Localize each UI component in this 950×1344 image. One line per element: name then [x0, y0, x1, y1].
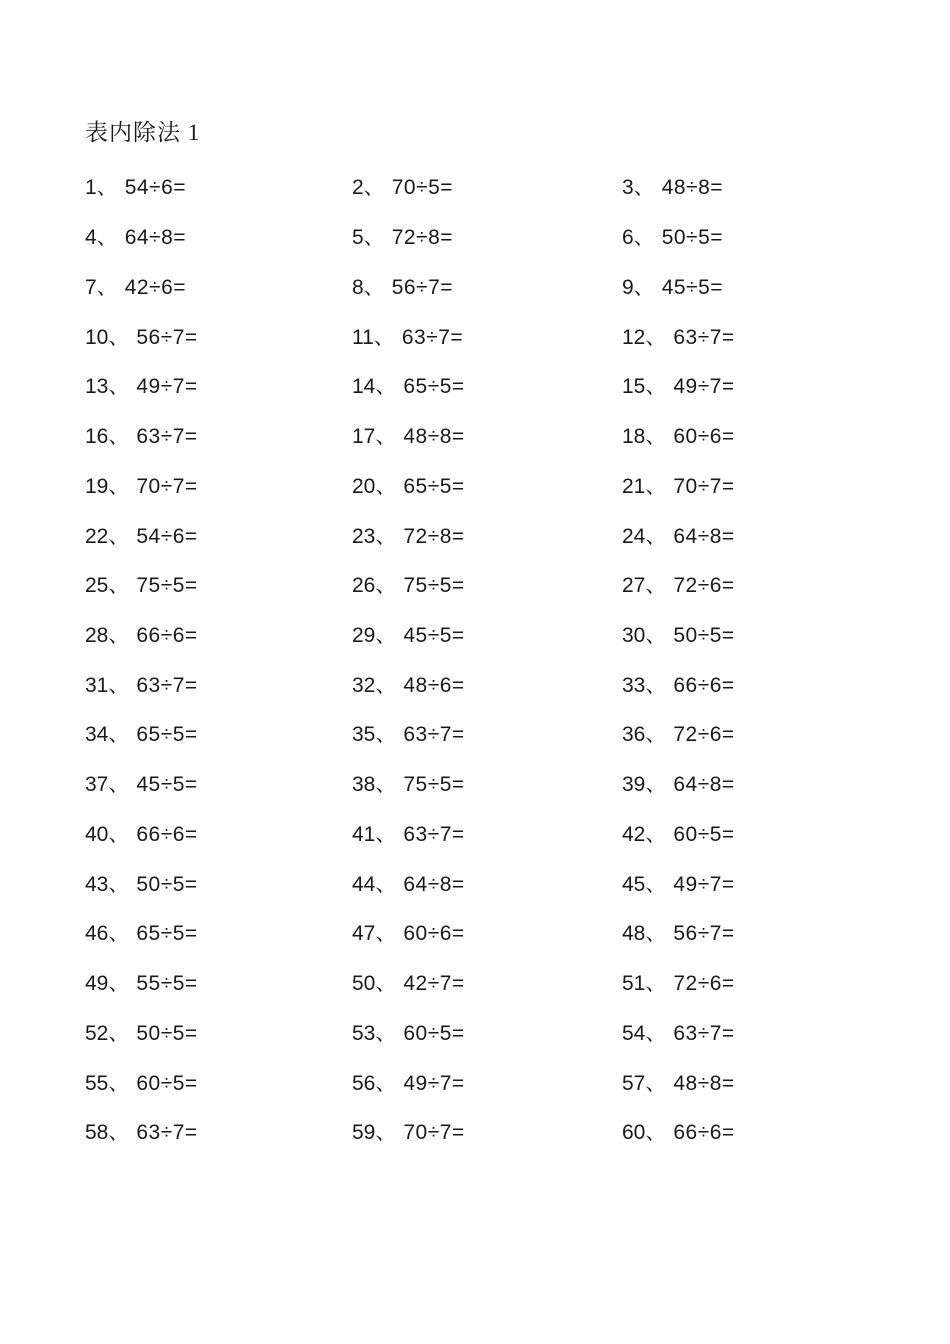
problem-number: 38、 — [352, 773, 397, 797]
problem-expression: 65÷5= — [403, 474, 465, 498]
problem-number: 50、 — [352, 972, 397, 996]
problem-number: 6、 — [622, 226, 655, 250]
problem-item — [622, 859, 910, 909]
problem-expression: 60÷5= — [403, 1021, 465, 1045]
problem-item — [85, 412, 352, 462]
problem-item — [622, 1108, 910, 1158]
problem-item — [352, 511, 622, 561]
problem-item — [85, 163, 352, 213]
problem-number: 29、 — [352, 623, 397, 647]
problem-number: 5、 — [352, 226, 385, 250]
problem-number: 36、 — [622, 723, 667, 747]
problem-item — [622, 362, 910, 412]
problem-expression: 48÷6= — [403, 673, 465, 697]
problem-item — [85, 710, 352, 760]
problem-expression: 60÷6= — [403, 922, 465, 946]
problem-expression: 66÷6= — [673, 673, 735, 697]
problem-number: 55、 — [85, 1071, 130, 1095]
problem-expression: 42÷7= — [403, 972, 465, 996]
problem-expression: 56÷7= — [391, 275, 454, 299]
problem-item — [352, 561, 622, 611]
problem-expression: 49÷7= — [136, 375, 198, 399]
problem-item — [622, 909, 910, 959]
problem-expression: 60÷5= — [673, 822, 735, 846]
problem-item — [352, 859, 622, 909]
problem-expression: 72÷6= — [673, 972, 735, 996]
problem-item — [352, 461, 622, 511]
problem-number: 45、 — [622, 872, 667, 896]
problem-number: 49、 — [85, 972, 130, 996]
problem-number: 32、 — [352, 673, 397, 697]
problem-expression: 72÷8= — [403, 524, 465, 548]
problem-item — [85, 511, 352, 561]
problem-number: 2、 — [352, 176, 385, 200]
problem-number: 41、 — [352, 822, 397, 846]
problem-item — [85, 461, 352, 511]
problem-item — [352, 760, 622, 810]
problem-item — [352, 1108, 622, 1158]
problem-number: 15、 — [622, 375, 667, 399]
problem-expression: 49÷7= — [673, 872, 735, 896]
problem-item — [622, 760, 910, 810]
problem-item — [352, 611, 622, 661]
problem-item — [352, 959, 622, 1009]
problem-item — [85, 909, 352, 959]
problem-number: 48、 — [622, 922, 667, 946]
problem-expression: 70÷7= — [673, 474, 735, 498]
problem-item — [622, 461, 910, 511]
problem-number: 39、 — [622, 773, 667, 797]
problem-item — [622, 1058, 910, 1108]
problem-expression: 63÷7= — [136, 1121, 198, 1145]
problem-number: 12、 — [622, 325, 667, 349]
problem-number: 22、 — [85, 524, 130, 548]
problem-expression: 64÷8= — [403, 872, 465, 896]
problem-number: 44、 — [352, 872, 397, 896]
problem-number: 37、 — [85, 773, 130, 797]
problem-expression: 54÷6= — [136, 524, 198, 548]
problem-expression: 63÷7= — [403, 723, 465, 747]
problem-expression: 70÷7= — [136, 474, 198, 498]
problem-number: 8、 — [352, 275, 385, 299]
problem-expression: 75÷5= — [136, 574, 198, 598]
problem-number: 16、 — [85, 425, 130, 449]
problem-item — [622, 660, 910, 710]
problem-item — [85, 611, 352, 661]
problem-number: 18、 — [622, 425, 667, 449]
problem-number: 7、 — [85, 275, 118, 299]
problem-item — [85, 1008, 352, 1058]
problem-expression: 65÷5= — [403, 375, 465, 399]
problem-number: 58、 — [85, 1121, 130, 1145]
problem-expression: 70÷5= — [391, 176, 454, 200]
problem-expression: 49÷7= — [673, 375, 735, 399]
problem-item — [85, 362, 352, 412]
problem-expression: 63÷7= — [673, 325, 735, 349]
problem-item — [85, 1108, 352, 1158]
problem-item — [352, 710, 622, 760]
problem-number: 31、 — [85, 673, 130, 697]
problem-number: 13、 — [85, 375, 130, 399]
problem-number: 4、 — [85, 226, 118, 250]
problem-expression: 56÷7= — [136, 325, 198, 349]
problem-item — [352, 1008, 622, 1058]
problem-expression: 75÷5= — [403, 574, 465, 598]
problem-item — [622, 1008, 910, 1058]
problem-number: 9、 — [622, 275, 655, 299]
problem-expression: 66÷6= — [673, 1121, 735, 1145]
problem-item — [352, 1058, 622, 1108]
problem-expression: 65÷5= — [136, 922, 198, 946]
problem-expression: 50÷5= — [673, 623, 735, 647]
problem-item — [352, 660, 622, 710]
problem-expression: 66÷6= — [136, 623, 198, 647]
problem-expression: 63÷7= — [401, 325, 464, 349]
problem-number: 46、 — [85, 922, 130, 946]
problem-number: 43、 — [85, 872, 130, 896]
problem-item — [85, 1058, 352, 1108]
problem-number: 1、 — [85, 176, 118, 200]
problem-expression: 63÷7= — [136, 425, 198, 449]
problem-expression: 48÷8= — [403, 425, 465, 449]
problem-item — [85, 859, 352, 909]
problem-number: 25、 — [85, 574, 130, 598]
problem-expression: 72÷8= — [391, 226, 454, 250]
problem-expression: 50÷5= — [136, 1021, 198, 1045]
problem-expression: 45÷5= — [661, 275, 724, 299]
problem-item — [352, 810, 622, 860]
problem-number: 59、 — [352, 1121, 397, 1145]
problem-number: 53、 — [352, 1021, 397, 1045]
problem-expression: 64÷8= — [673, 773, 735, 797]
problem-number: 17、 — [352, 425, 397, 449]
problem-number: 51、 — [622, 972, 667, 996]
problem-item — [352, 312, 622, 362]
problem-expression: 56÷7= — [673, 922, 735, 946]
problem-number: 20、 — [352, 474, 397, 498]
problem-item — [85, 561, 352, 611]
problems-grid — [85, 163, 910, 1158]
problem-item — [622, 810, 910, 860]
problem-expression: 45÷5= — [136, 773, 198, 797]
problem-item — [352, 362, 622, 412]
problem-item — [85, 213, 352, 263]
problem-number: 30、 — [622, 623, 667, 647]
problem-number: 54、 — [622, 1021, 667, 1045]
problem-expression: 64÷8= — [673, 524, 735, 548]
problem-expression: 50÷5= — [661, 226, 724, 250]
problem-expression: 54÷6= — [124, 176, 187, 200]
problem-item — [622, 710, 910, 760]
problem-number: 24、 — [622, 524, 667, 548]
problem-number: 35、 — [352, 723, 397, 747]
problem-number: 34、 — [85, 723, 130, 747]
problem-expression: 63÷7= — [403, 822, 465, 846]
problem-number: 28、 — [85, 623, 130, 647]
problem-number: 40、 — [85, 822, 130, 846]
problem-expression: 45÷5= — [403, 623, 465, 647]
problem-expression: 72÷6= — [673, 723, 735, 747]
problem-expression: 70÷7= — [403, 1121, 465, 1145]
problem-item — [85, 760, 352, 810]
problem-item — [622, 412, 910, 462]
problem-item — [85, 959, 352, 1009]
problem-number: 26、 — [352, 574, 397, 598]
problem-expression: 72÷6= — [673, 574, 735, 598]
problem-number: 47、 — [352, 922, 397, 946]
problem-expression: 66÷6= — [136, 822, 198, 846]
problem-number: 57、 — [622, 1071, 667, 1095]
problem-number: 19、 — [85, 474, 130, 498]
problem-expression: 65÷5= — [136, 723, 198, 747]
worksheet-title: 表内除法 1 — [85, 120, 201, 145]
problem-item — [352, 909, 622, 959]
problem-item — [622, 163, 910, 213]
problem-expression: 63÷7= — [673, 1021, 735, 1045]
problem-item — [85, 810, 352, 860]
problem-item — [352, 163, 622, 213]
problem-item — [85, 660, 352, 710]
problem-expression: 75÷5= — [403, 773, 465, 797]
problem-number: 10、 — [85, 325, 130, 349]
problem-item — [85, 262, 352, 312]
problem-number: 33、 — [622, 673, 667, 697]
problem-number: 52、 — [85, 1021, 130, 1045]
problem-expression: 48÷8= — [661, 176, 724, 200]
problem-item — [622, 611, 910, 661]
problem-expression: 63÷7= — [136, 673, 198, 697]
problem-item — [622, 262, 910, 312]
problem-item — [622, 959, 910, 1009]
problem-expression: 48÷8= — [673, 1071, 735, 1095]
problem-item — [352, 213, 622, 263]
problem-number: 21、 — [622, 474, 667, 498]
problem-expression: 49÷7= — [403, 1071, 465, 1095]
problem-number: 23、 — [352, 524, 397, 548]
problem-number: 27、 — [622, 574, 667, 598]
problem-expression: 60÷6= — [673, 425, 735, 449]
problem-item — [622, 511, 910, 561]
problem-expression: 60÷5= — [136, 1071, 198, 1095]
problem-item — [352, 262, 622, 312]
problem-item — [622, 213, 910, 263]
problem-number: 56、 — [352, 1071, 397, 1095]
problem-number: 42、 — [622, 822, 667, 846]
problem-number: 11、 — [352, 325, 395, 349]
problem-expression: 55÷5= — [136, 972, 198, 996]
problem-number: 60、 — [622, 1121, 667, 1145]
problem-item — [622, 561, 910, 611]
problem-expression: 42÷6= — [124, 275, 187, 299]
problem-expression: 64÷8= — [124, 226, 187, 250]
problem-expression: 50÷5= — [136, 872, 198, 896]
problem-item — [352, 412, 622, 462]
problem-item — [85, 312, 352, 362]
problem-number: 3、 — [622, 176, 655, 200]
problem-item — [622, 312, 910, 362]
problem-number: 14、 — [352, 375, 397, 399]
